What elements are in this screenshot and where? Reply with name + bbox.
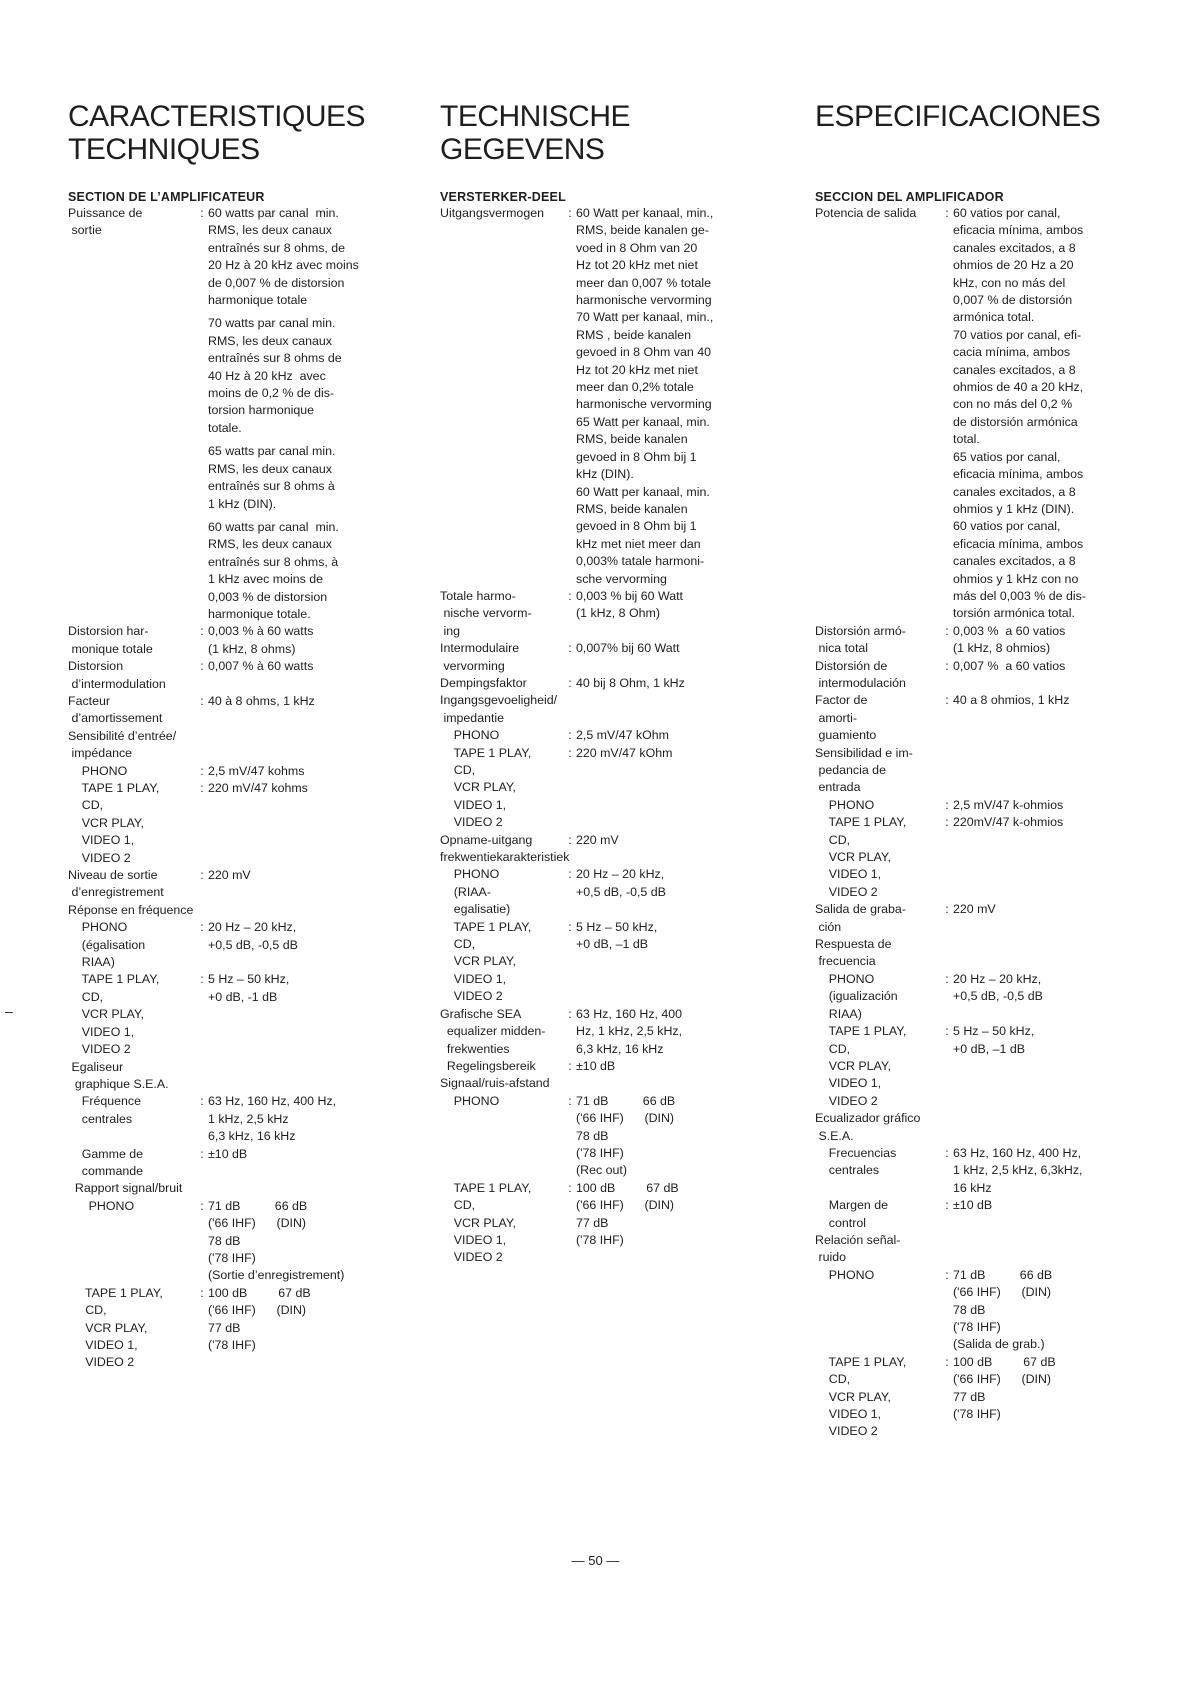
spec-separator: : — [945, 1354, 949, 1369]
title-line: CARACTERISTIQUES — [68, 100, 366, 133]
spec-value: 220 mV/47 kOhm — [576, 745, 673, 760]
spec-label: Niveau de sortie d’enregistrement — [68, 868, 164, 900]
spec-separator: : — [200, 763, 204, 778]
spec-separator: : — [945, 623, 949, 638]
spec-row — [815, 658, 1140, 693]
spec-row — [815, 1232, 1140, 1267]
spec-value: 5 Hz – 50 kHz, +0 dB, –1 dB — [576, 919, 658, 952]
spec-row — [815, 518, 1140, 622]
spec-row — [440, 849, 780, 866]
spec-label: Sensibilidad e im- pedancia de entrada — [815, 745, 913, 795]
spec-row — [815, 936, 1140, 971]
spec-value: 71 dB 66 dB ('66 IHF) (DIN) 78 dB ('78 IHF) (Salida de grab.) — [953, 1267, 1053, 1352]
title-line: TECHNISCHE — [440, 100, 631, 133]
spec-separator: : — [568, 1058, 572, 1073]
spec-separator: : — [945, 1198, 949, 1213]
spec-value: 70 vatios por canal, efi- cacia mínima, ambos canales excitados, a 8 ohmios de 40 a 20 kHz, con no más del 0,2 % de distorsión armónica total. — [953, 327, 1084, 447]
spec-row — [68, 902, 418, 919]
spec-separator: : — [568, 919, 572, 934]
spec-value: 20 Hz – 20 kHz, +0,5 dB, -0,5 dB — [576, 867, 666, 899]
spec-value: 60 watts par canal min. RMS, les deux canaux entraînés sur 8 ohms, à 1 kHz avec moins de 0,003 % de distorsion harmonique totale. — [208, 519, 339, 621]
spec-row — [440, 1075, 780, 1092]
spec-separator: : — [200, 920, 204, 935]
spec-value: 0,007 % à 60 watts — [208, 659, 314, 674]
spec-label: Puissance de sortie — [68, 206, 143, 238]
spec-separator: : — [945, 658, 949, 673]
spec-row — [440, 727, 780, 744]
spec-row — [440, 1093, 780, 1180]
spec-separator: : — [200, 1146, 204, 1161]
spec-label: Frecuencias centrales — [828, 1145, 897, 1178]
spec-label: TAPE 1 PLAY, CD, VCR PLAY, VIDEO 1, VIDEO 2 — [453, 745, 532, 830]
spec-row — [440, 1006, 780, 1058]
spec-separator: : — [568, 1180, 572, 1195]
spec-label: Potencia de salida — [815, 206, 917, 220]
spec-row — [815, 1354, 1140, 1441]
column-dutch — [440, 100, 780, 1267]
spec-value: 0,007% bij 60 Watt — [576, 641, 680, 656]
spec-row — [815, 814, 1140, 901]
spec-separator: : — [945, 693, 949, 708]
spec-separator: : — [568, 1093, 572, 1108]
spec-separator: : — [200, 1094, 204, 1109]
spec-value: 2,5 mV/47 kOhm — [576, 728, 669, 743]
spec-row — [440, 745, 780, 832]
spec-separator: : — [945, 1267, 949, 1282]
spec-row — [440, 205, 780, 309]
spec-value: 70 Watt per kanaal, min., RMS , beide kanalen gevoed in 8 Ohm van 40 Hz tot 20 kHz met niet meer dan 0,2% totale harmonische vervorming — [576, 310, 714, 412]
spec-separator: : — [945, 206, 949, 220]
spec-row — [815, 1023, 1140, 1110]
spec-label: Fréquence centrales — [81, 1094, 142, 1126]
spec-row — [440, 919, 780, 1006]
spec-value: 65 Watt per kanaal, min. RMS, beide kanalen gevoed in 8 Ohm bij 1 kHz (DIN). — [576, 414, 710, 482]
column-title — [68, 100, 418, 166]
spec-label: TAPE 1 PLAY, CD, VCR PLAY, VIDEO 1, VIDEO 2 — [828, 815, 907, 899]
spec-separator: : — [945, 902, 949, 917]
spec-row — [68, 693, 418, 728]
spec-row — [68, 1146, 418, 1181]
spec-separator: : — [200, 972, 204, 987]
spec-value: ±10 dB — [208, 1146, 248, 1161]
spec-list — [440, 205, 780, 1267]
spec-row — [440, 1058, 780, 1075]
spec-value: 0,003 % à 60 watts (1 kHz, 8 ohms) — [208, 624, 314, 656]
spec-row — [68, 519, 418, 623]
spec-label: Salida de graba- ción — [815, 902, 906, 934]
spec-label: TAPE 1 PLAY, CD, VCR PLAY, VIDEO 1, VIDEO 2 — [84, 1285, 163, 1370]
spec-separator: : — [200, 1198, 204, 1213]
spec-separator: : — [568, 745, 572, 760]
spec-value: ±10 dB — [576, 1058, 616, 1073]
column-title — [440, 100, 780, 166]
spec-row — [68, 780, 418, 867]
spec-separator: : — [200, 868, 204, 883]
spec-row — [68, 658, 418, 693]
spec-row — [440, 414, 780, 484]
spec-separator: : — [568, 641, 572, 656]
spec-row — [440, 866, 780, 918]
spec-label: Rapport signal/bruit — [68, 1181, 183, 1196]
spec-label: Opname-uitgang — [440, 832, 533, 847]
spec-row — [815, 205, 1140, 327]
spec-row — [440, 484, 780, 588]
spec-label: PHONO (égalisation RIAA) — [81, 920, 146, 970]
spec-label: PHONO — [815, 1267, 875, 1282]
spec-separator: : — [568, 867, 572, 882]
spec-label: Distorsión armó- nica total — [815, 623, 906, 656]
spec-row — [68, 1285, 418, 1372]
spec-value: 100 dB 67 dB ('66 IHF) (DIN) 77 dB ('78 IHF) — [208, 1285, 311, 1352]
spec-row — [68, 1059, 418, 1094]
spec-label: Grafische SEA equalizer midden- frekwenties — [440, 1006, 546, 1056]
spec-separator: : — [568, 832, 572, 847]
spec-row — [68, 315, 418, 437]
spec-list — [815, 205, 1140, 1441]
spec-value: 60 watts par canal min. RMS, les deux canaux entraînés sur 8 ohms, de 20 Hz à 20 kHz avec moins de 0,007 % de distorsion harmonique totale — [208, 206, 359, 308]
section-heading: VERSTERKER-DEEL — [440, 190, 566, 204]
spec-value: 0,003 % bij 60 Watt (1 kHz, 8 Ohm) — [576, 588, 683, 621]
spec-label: Gamme de commande — [81, 1146, 144, 1178]
spec-label: TAPE 1 PLAY, CD, VCR PLAY, VIDEO 1, VIDEO 2 — [453, 919, 532, 1004]
spec-separator: : — [200, 693, 204, 708]
spec-separator: : — [200, 206, 204, 220]
spec-separator: : — [200, 1285, 204, 1300]
spec-value: 100 dB 67 dB ('66 IHF) (DIN) 77 dB ('78 IHF) — [576, 1180, 679, 1247]
spec-separator: : — [568, 588, 572, 603]
spec-value: 5 Hz – 50 kHz, +0 dB, -1 dB — [208, 972, 290, 1004]
spec-label: Ecualizador gráfico S.E.A. — [815, 1111, 921, 1143]
section-heading: SECTION DE L’AMPLIFICATEUR — [68, 190, 265, 204]
spec-row — [68, 971, 418, 1058]
spec-value: 100 dB 67 dB ('66 IHF) (DIN) 77 dB ('78 IHF) — [953, 1354, 1056, 1422]
spec-value: 20 Hz – 20 kHz, +0,5 dB, -0,5 dB — [208, 920, 298, 952]
spec-value: 220 mV — [208, 868, 251, 883]
spec-separator: : — [200, 659, 204, 674]
spec-separator: : — [945, 1145, 949, 1160]
spec-row — [440, 309, 780, 413]
spec-row — [440, 692, 780, 727]
spec-value: 20 Hz – 20 kHz, +0,5 dB, -0,5 dB — [953, 971, 1043, 1004]
spec-label: TAPE 1 PLAY, CD, VCR PLAY, VIDEO 1, VIDEO 2 — [453, 1180, 532, 1265]
spec-value: 5 Hz – 50 kHz, +0 dB, –1 dB — [953, 1024, 1035, 1056]
spec-row — [815, 745, 1140, 797]
spec-row — [440, 675, 780, 692]
spec-label: Réponse en fréquence — [68, 902, 194, 917]
spec-row — [815, 971, 1140, 1023]
spec-label: PHONO — [440, 728, 500, 743]
spec-separator: : — [200, 624, 204, 639]
spec-label: Margen de control — [828, 1198, 889, 1230]
spec-label: PHONO — [68, 1198, 135, 1213]
spec-value: 70 watts par canal min. RMS, les deux canaux entraînés sur 8 ohms de 40 Hz à 20 kHz avec moins de 0,2 % de dis- torsion harmonique totale. — [208, 316, 342, 435]
spec-value: 2,5 mV/47 kohms — [208, 763, 305, 778]
page-number: — 50 — — [571, 1553, 620, 1568]
spec-label: TAPE 1 PLAY, CD, VCR PLAY, VIDEO 1, VIDEO 2 — [81, 781, 160, 865]
spec-row — [68, 728, 418, 763]
spec-row — [815, 797, 1140, 814]
spec-value: 60 vatios por canal, eficacia mínima, ambos canales excitados, a 8 ohmios de 20 Hz a 20 kHz, con no más del 0,007 % de distorsión armónica total. — [953, 206, 1084, 325]
spec-separator: : — [945, 971, 949, 986]
spec-separator: : — [568, 1006, 572, 1021]
title-line: GEGEVENS — [440, 133, 605, 166]
section-heading: SECCION DEL AMPLIFICADOR — [815, 190, 1004, 204]
spec-separator: : — [945, 1024, 949, 1039]
title-line: ESPECIFICACIONES — [815, 100, 1101, 133]
spec-value: 71 dB 66 dB ('66 IHF) (DIN) 78 dB ('78 IHF) (Rec out) — [576, 1093, 676, 1178]
spec-label: Uitgangsvermogen — [440, 206, 545, 220]
spec-value: 60 vatios por canal, eficacia mínima, ambos canales excitados, a 8 ohmios y 1 kHz con no más del 0,003 % de dis- torsión armónica total. — [953, 519, 1086, 621]
column-french — [68, 100, 418, 1372]
spec-value: 63 Hz, 160 Hz, 400 Hz, 1 kHz, 2,5 kHz, 6,3kHz, 16 kHz — [953, 1145, 1083, 1195]
spec-label: PHONO — [68, 763, 128, 778]
spec-label: Distorsion har- monique totale — [68, 624, 153, 656]
spec-label: Factor de amorti- guamiento — [815, 693, 877, 743]
spec-value: 2,5 mV/47 k-ohmios — [953, 797, 1064, 812]
spec-value: 60 Watt per kanaal, min. RMS, beide kanalen gevoed in 8 Ohm bij 1 kHz met niet meer dan 0,003% tatale harmoni- sche vervorming — [576, 484, 710, 586]
spec-label: PHONO (igualización RIAA) — [828, 971, 898, 1021]
spec-label: Relación señal- ruido — [815, 1232, 901, 1265]
spec-row — [815, 1145, 1140, 1197]
spec-row — [815, 449, 1140, 519]
spec-row — [815, 327, 1140, 449]
spec-separator: : — [568, 206, 572, 220]
spec-value: 40 à 8 ohms, 1 kHz — [208, 693, 315, 708]
spec-label: Egaliseur graphique S.E.A. — [71, 1059, 169, 1091]
column-title — [815, 100, 1140, 133]
spec-label: Distorsión de intermodulación — [815, 658, 906, 690]
spec-label: PHONO — [815, 797, 875, 812]
spec-value: 63 Hz, 160 Hz, 400 Hz, 1 kHz, 2,5 kHz 6,3 kHz, 16 kHz — [208, 1094, 337, 1144]
spec-label: TAPE 1 PLAY, CD, VCR PLAY, VIDEO 1, VIDEO 2 — [81, 972, 160, 1057]
spec-label: PHONO (RIAA- egalisatie) — [453, 867, 511, 917]
column-spanish — [815, 100, 1140, 1441]
spec-row — [68, 443, 418, 513]
spec-label: PHONO — [440, 1093, 500, 1108]
spec-row — [68, 623, 418, 658]
spec-value: 0,003 % a 60 vatios (1 kHz, 8 ohmios) — [953, 623, 1066, 656]
spec-separator: : — [568, 728, 572, 743]
spec-value: 220mV/47 k-ohmios — [953, 815, 1064, 830]
spec-value: 65 vatios por canal, eficacia mínima, ambos canales excitados, a 8 ohmios y 1 kHz (DIN). — [953, 449, 1084, 516]
spec-value: ±10 dB — [953, 1198, 993, 1213]
spec-label: Distorsion d’intermodulation — [68, 659, 166, 691]
spec-value: 220 mV — [953, 902, 996, 917]
spec-label: Totale harmo- nische vervorm- ing — [440, 588, 532, 638]
spec-label: frekwentiekarakteristiek — [440, 850, 570, 865]
spec-value: 220 mV/47 kohms — [208, 781, 308, 795]
spec-row — [440, 640, 780, 675]
spec-value: 63 Hz, 160 Hz, 400 Hz, 1 kHz, 2,5 kHz, 6,3 kHz, 16 kHz — [576, 1006, 683, 1056]
spec-label: TAPE 1 PLAY, CD, VCR PLAY, VIDEO 1, VIDEO 2 — [828, 1024, 907, 1108]
spec-label: Sensibilité d’entrée/ impédance — [68, 728, 177, 761]
spec-label: Facteur d’amortissement — [68, 693, 163, 726]
spec-row — [440, 832, 780, 849]
spec-row — [815, 1267, 1140, 1354]
spec-separator: : — [945, 815, 949, 830]
spec-row — [68, 763, 418, 780]
title-line: TECHNIQUES — [68, 133, 260, 166]
spec-label: Regelingsbereik — [440, 1058, 536, 1073]
spec-separator: : — [945, 797, 949, 812]
margin-mark: – — [5, 1003, 13, 1019]
spec-separator: : — [200, 781, 204, 795]
spec-row — [815, 692, 1140, 744]
spec-row — [68, 867, 418, 902]
spec-row — [68, 1180, 418, 1197]
spec-list — [68, 205, 418, 1372]
spec-row — [440, 1180, 780, 1267]
spec-value: 40 a 8 ohmios, 1 kHz — [953, 693, 1070, 708]
spec-row — [440, 588, 780, 640]
spec-value: 40 bij 8 Ohm, 1 kHz — [576, 675, 685, 690]
spec-row — [815, 1197, 1140, 1232]
spec-row — [68, 919, 418, 971]
spec-label: Signaal/ruis-afstand — [440, 1076, 550, 1091]
spec-value: 0,007 % a 60 vatios — [953, 658, 1066, 673]
spec-row — [815, 1110, 1140, 1145]
spec-label: Ingangsgevoeligheid/ impedantie — [440, 693, 558, 725]
spec-label: Respuesta de frecuencia — [815, 937, 892, 969]
spec-row — [68, 205, 418, 309]
spec-value: 220 mV — [576, 832, 619, 847]
spec-value: 60 Watt per kanaal, min., RMS, beide kanalen ge- voed in 8 Ohm van 20 Hz tot 20 kHz met niet meer dan 0,007 % totale harmonische vervorming — [576, 206, 714, 308]
spec-label: Dempingsfaktor — [440, 675, 527, 690]
spec-row — [68, 1093, 418, 1145]
spec-row — [68, 1198, 418, 1285]
spec-value: 65 watts par canal min. RMS, les deux canaux entraînés sur 8 ohms à 1 kHz (DIN). — [208, 444, 336, 511]
spec-value: 71 dB 66 dB ('66 IHF) (DIN) 78 dB ('78 IHF) (Sortie d’enregistrement) — [208, 1198, 345, 1283]
spec-label: Intermodulaire vervorming — [440, 641, 520, 673]
spec-row — [815, 901, 1140, 936]
spec-separator: : — [568, 675, 572, 690]
spec-label: TAPE 1 PLAY, CD, VCR PLAY, VIDEO 1, VIDEO 2 — [828, 1354, 907, 1439]
spec-row — [815, 623, 1140, 658]
